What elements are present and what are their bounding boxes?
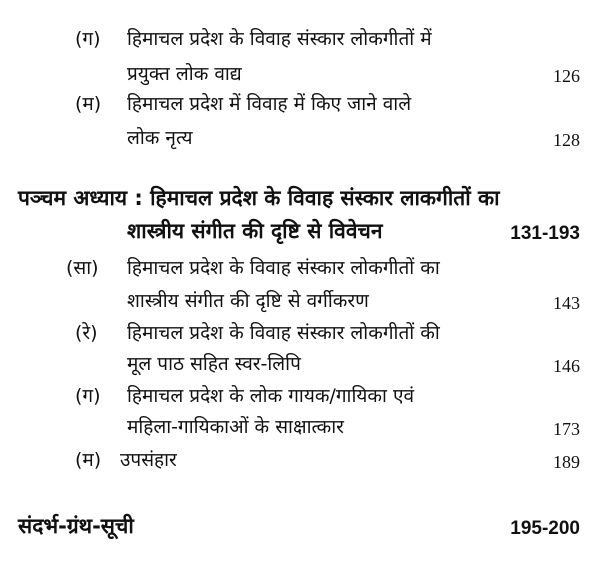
chapter-heading-line1: पञ्चम अध्याय : हिमाचल प्रदेश के विवाह संस्कार लाकगीतों का (18, 186, 500, 210)
toc-entry-title-line2: महिला-गायिकाओं के साक्षात्कार (127, 416, 344, 438)
toc-entry-title-line1: हिमाचल प्रदेश के लोक गायक/गायिका एवं (127, 385, 415, 407)
toc-entry-title-line2: लोक नृत्य (127, 127, 193, 149)
toc-entry-title-line1: हिमाचल प्रदेश के विवाह संस्कार लोकगीतों की (127, 322, 440, 344)
toc-entry-title-line1: हिमाचल प्रदेश में विवाह में किए जाने वाले (127, 93, 412, 115)
toc-entry-title-line1: हिमाचल प्रदेश के विवाह संस्कार लोकगीतों का (127, 257, 440, 279)
toc-page-number: 128 (553, 130, 580, 150)
toc-entry-title-line2: मूल पाठ सहित स्वर-लिपि (127, 353, 301, 375)
conclusion-label: उपसंहार (120, 449, 177, 471)
toc-marker: (म) (75, 93, 102, 115)
chapter-page-range: 131-193 (510, 223, 580, 244)
toc-page-number: 143 (553, 293, 580, 313)
toc-entry-title-line2: शास्त्रीय संगीत की दृष्टि से वर्गीकरण (127, 290, 369, 312)
toc-entry-title-line1: हिमाचल प्रदेश के विवाह संस्कार लोकगीतों में (127, 28, 432, 50)
chapter-heading-line2: शास्त्रीय संगीत की दृष्टि से विवेचन (127, 219, 383, 243)
toc-page-number: 146 (553, 356, 580, 376)
bibliography-heading: संदर्भ-ग्रंथ-सूची (18, 514, 134, 538)
toc-entry-title-line2: प्रयुक्त लोक वाद्य (127, 63, 242, 85)
toc-page-number: 173 (553, 419, 580, 439)
toc-page-number: 126 (553, 66, 580, 86)
toc-marker: (म) (75, 449, 102, 471)
toc-marker: (ग) (75, 385, 101, 407)
bibliography-page-range: 195-200 (510, 518, 580, 539)
toc-page-number: 189 (553, 452, 580, 472)
toc-marker: (सा) (66, 257, 99, 279)
toc-marker: (ग) (75, 28, 101, 50)
toc-marker: (रे) (75, 322, 98, 344)
